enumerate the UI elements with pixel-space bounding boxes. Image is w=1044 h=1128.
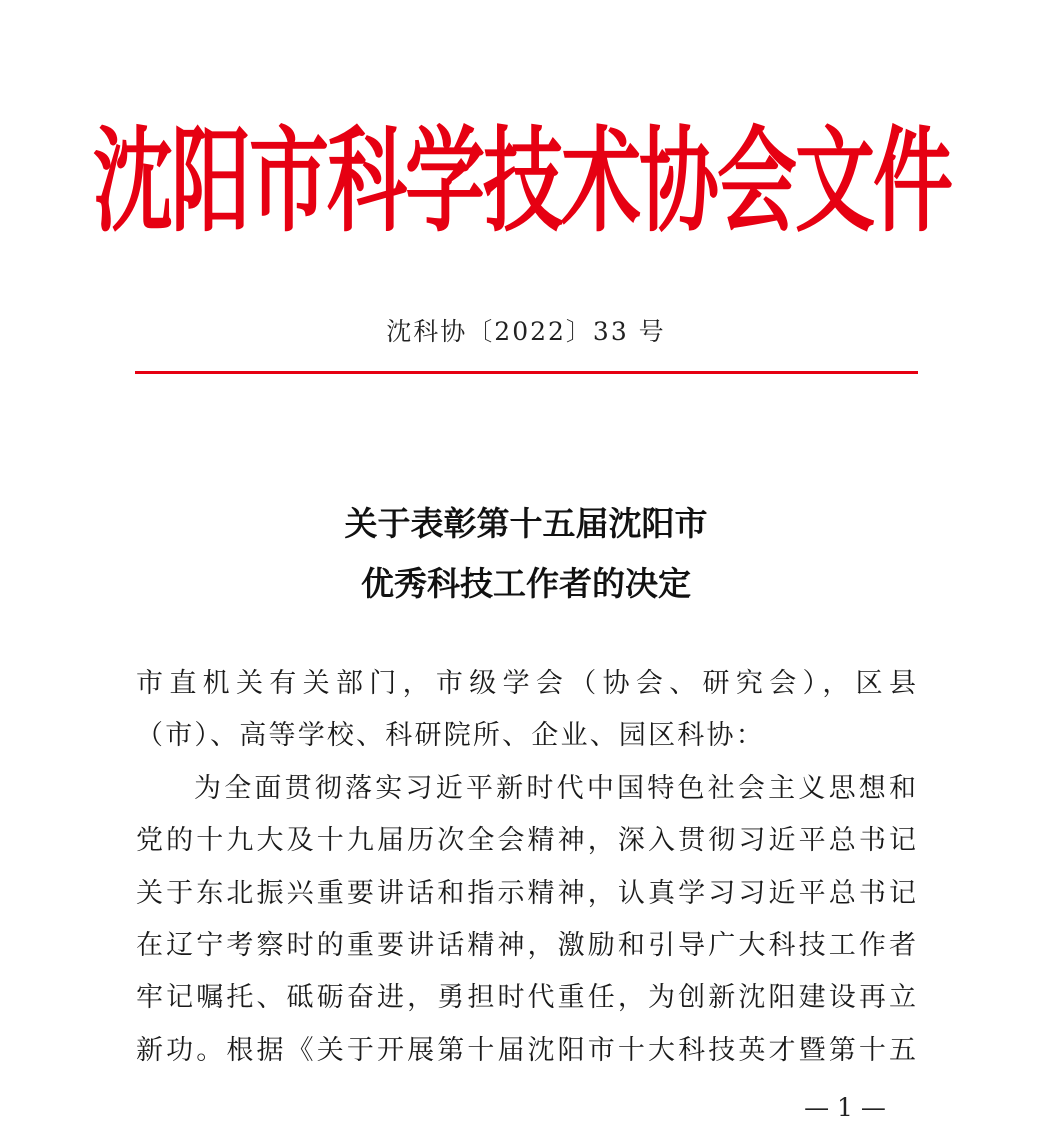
document-title-line-1: 关于表彰第十五届沈阳市 bbox=[344, 504, 708, 543]
document-title-line-2: 优秀科技工作者的决定 bbox=[361, 564, 691, 603]
page-number: — 1 — bbox=[804, 1093, 886, 1122]
body-line-2: （市）、高等学校、科研院所、企业、园区科协： bbox=[136, 720, 765, 751]
body-line-3: 为全面贯彻落实习近平新时代中国特色社会主义思想和 bbox=[194, 773, 916, 804]
body-line-8: 新功。根据《关于开展第十届沈阳市十大科技英才暨第十五 bbox=[136, 1035, 916, 1066]
body-line-4: 党的十九大及十九届历次全会精神，深入贯彻习近平总书记 bbox=[136, 825, 916, 856]
body-line-6: 在辽宁考察时的重要讲话精神，激励和引导广大科技工作者 bbox=[136, 930, 916, 961]
body-line-7: 牢记嘱托、砥砺奋进，勇担时代重任，为创新沈阳建设再立 bbox=[136, 982, 916, 1013]
document-masthead: 沈阳市科学技术协会文件 bbox=[93, 115, 951, 248]
body-line-5: 关于东北振兴重要讲话和指示精神，认真学习习近平总书记 bbox=[136, 878, 916, 909]
body-line-1: 市直机关有关部门，市级学会（协会、研究会），区县 bbox=[136, 668, 916, 699]
document-number: 沈科协〔2022〕33 号 bbox=[386, 317, 666, 346]
red-divider-line bbox=[135, 371, 918, 374]
